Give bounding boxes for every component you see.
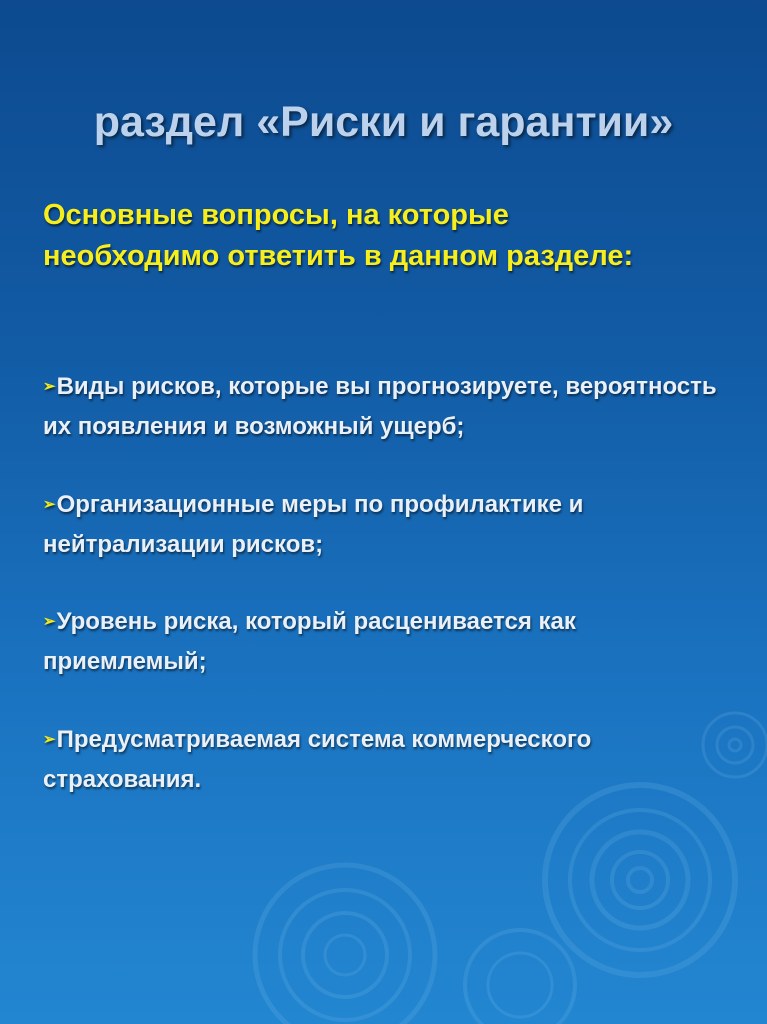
- bullet-item: [43, 603, 743, 680]
- bullet-text: Уровень риска, который расценивается как приемлемый;: [43, 608, 576, 675]
- bullet-arrow-icon: ➢: [43, 496, 56, 513]
- bullet-item: [43, 368, 743, 445]
- bullet-text: Предусматриваемая система коммерческого страхования.: [43, 726, 592, 793]
- bullet-text: Виды рисков, которые вы прогнозируете, вероятность их появления и возможный ущерб;: [43, 373, 717, 440]
- slide-title: раздел «Риски и гарантии»: [93, 98, 674, 146]
- bullet-item: [43, 721, 743, 798]
- bullet-arrow-icon: ➢: [43, 731, 56, 748]
- bullet-item: [43, 486, 743, 563]
- slide-subtitle: Основные вопросы, на которые необходимо ответить в данном разделе:: [43, 199, 634, 272]
- bullet-arrow-icon: ➢: [43, 613, 56, 630]
- bullet-text: Организационные меры по профилактике и нейтрализации рисков;: [43, 491, 584, 558]
- bullet-arrow-icon: ➢: [43, 378, 56, 395]
